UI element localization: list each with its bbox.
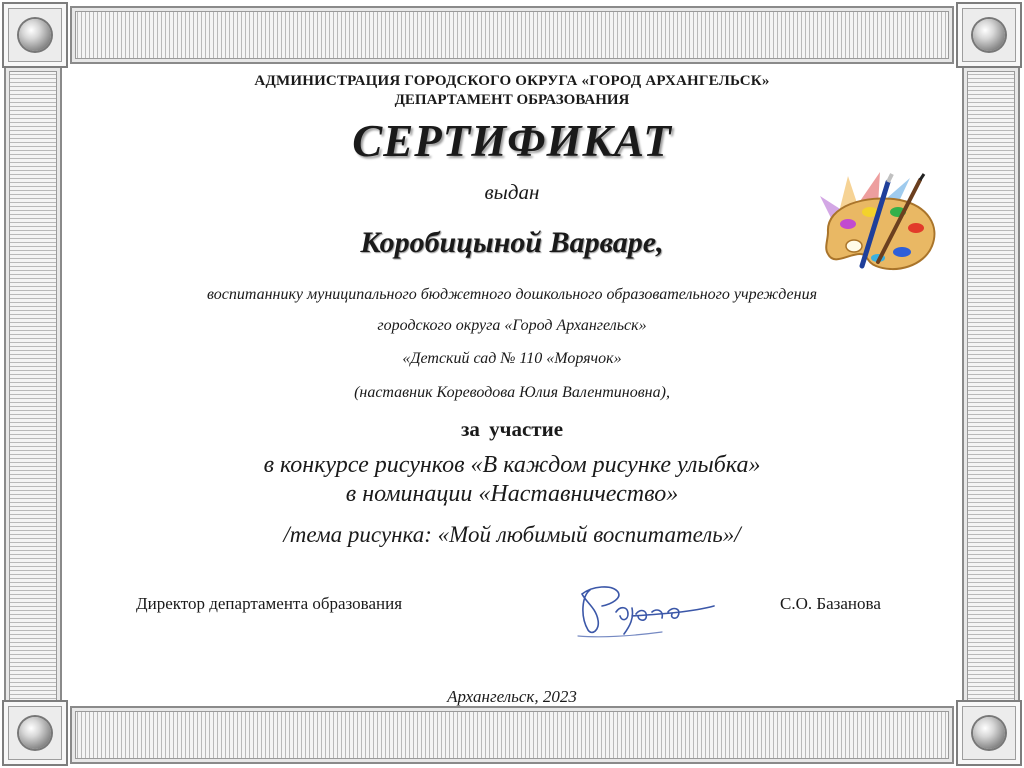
recipient-description-line: «Детский сад № 110 «Морячок»	[402, 350, 622, 367]
issuing-department: ДЕПАРТАМЕНТ ОБРАЗОВАНИЯ	[394, 92, 630, 108]
city-and-year: Архангельск, 2023	[447, 687, 577, 706]
rivet-icon	[19, 19, 51, 51]
director-name: С.О. Базанова	[780, 594, 881, 613]
frame-corner-top-left	[2, 2, 68, 68]
recipient-description-line: городского округа «Город Архангельск»	[377, 317, 647, 334]
rivet-icon	[973, 717, 1005, 749]
issuing-administration: АДМИНИСТРАЦИЯ ГОРОДСКОГО ОКРУГА «ГОРОД АРХАНГЕЛЬСК»	[254, 73, 770, 89]
frame-bottom-border	[70, 706, 954, 764]
rivet-icon	[973, 19, 1005, 51]
frame-top-border	[70, 6, 954, 64]
nomination-name: в номинации «Наставничество»	[345, 481, 679, 507]
drawing-theme: /тема рисунка: «Мой любимый воспитатель»/	[283, 522, 741, 547]
frame-right-border	[962, 66, 1020, 706]
frame-corner-bottom-right	[956, 700, 1022, 766]
director-title: Директор департамента образования	[136, 594, 403, 613]
rivet-icon	[19, 717, 51, 749]
frame-corner-bottom-left	[2, 700, 68, 766]
frame-corner-top-right	[956, 2, 1022, 68]
handwritten-signature	[572, 572, 722, 642]
certificate-title: СЕРТИФИКАТ	[352, 116, 672, 166]
frame-left-border	[4, 66, 62, 706]
participation-label: за участие	[460, 417, 564, 441]
issued-label: выдан	[484, 180, 540, 204]
paint-palette-icon	[818, 170, 942, 282]
mentor-line: (наставник Кореводова Юлия Валентиновна),	[354, 384, 670, 401]
recipient-description-line: воспитаннику муниципального бюджетного дошкольного образовательного учреждения	[206, 286, 818, 303]
recipient-name: Коробицыной Варваре,	[360, 226, 664, 259]
contest-name: в конкурсе рисунков «В каждом рисунке улыбка»	[263, 452, 761, 478]
